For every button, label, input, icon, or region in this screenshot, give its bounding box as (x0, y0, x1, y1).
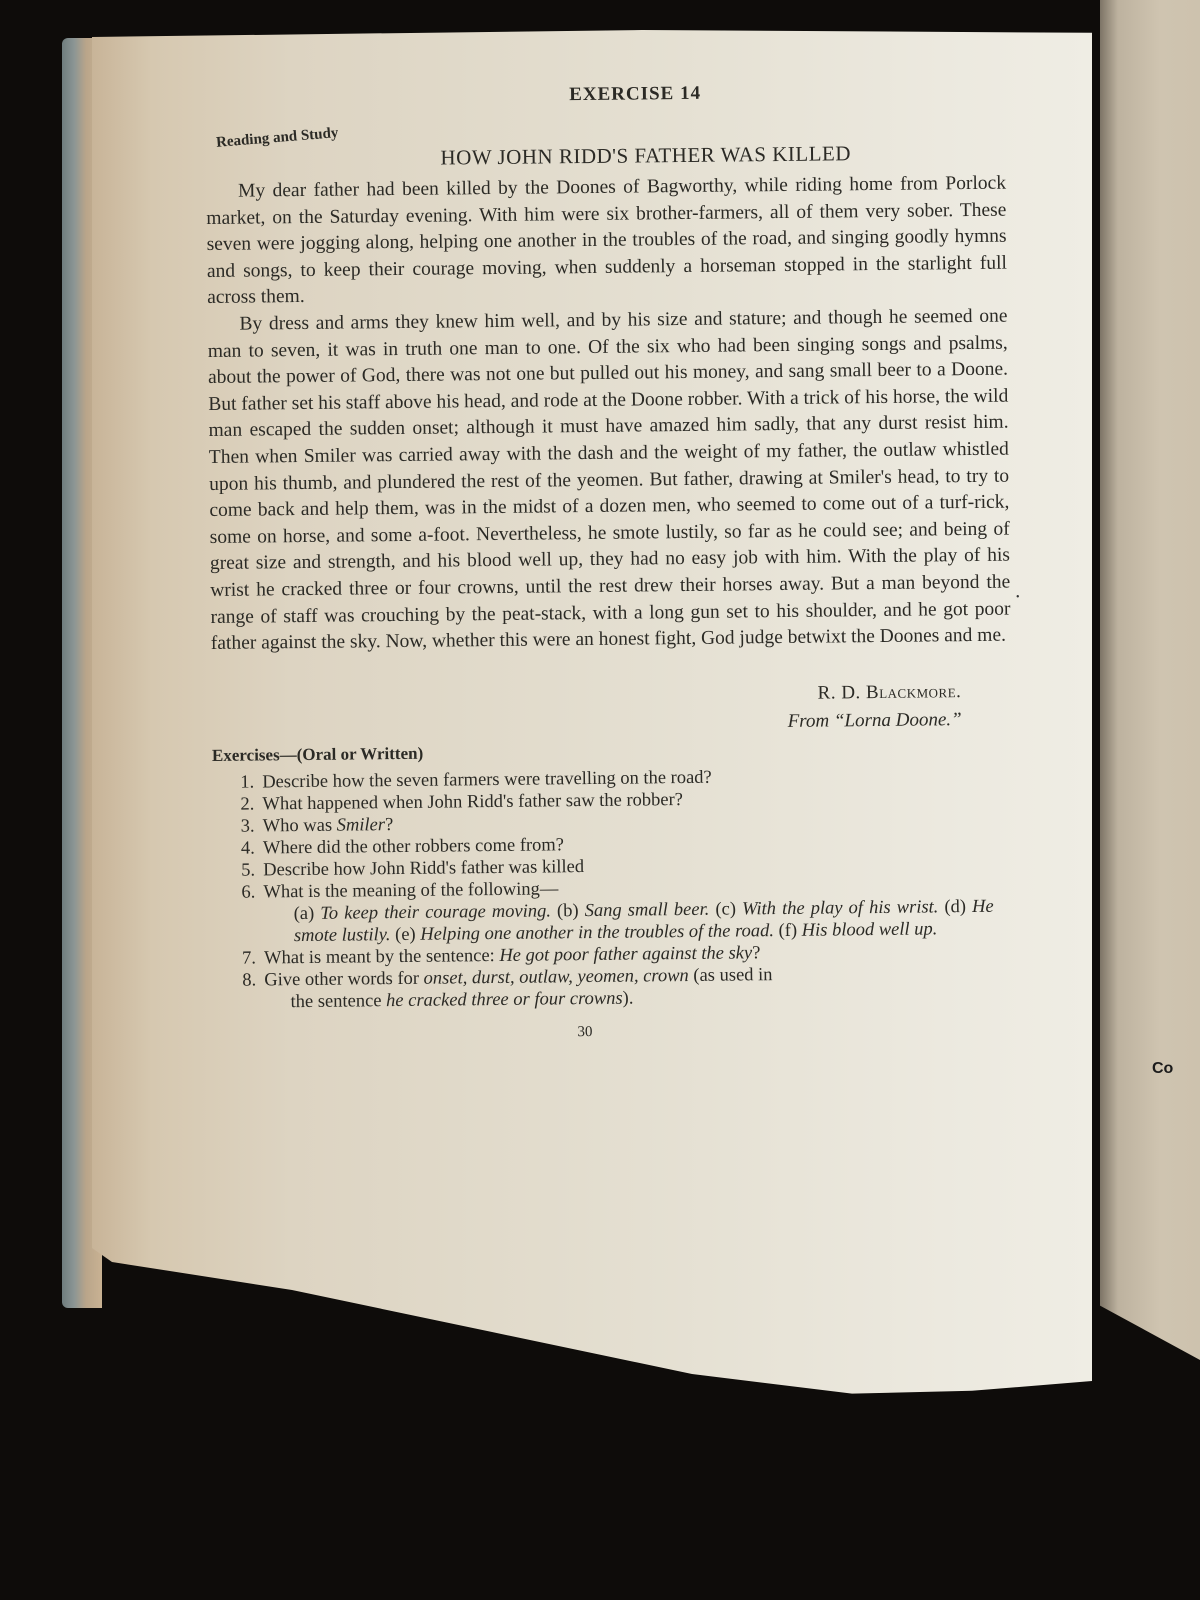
passage-paragraph: My dear father had been killed by the Doones of Bagworthy, while riding home from Porlock market, on the Saturday evening. With him were six brother-farmers, all of them very sober. These seven were jogging along, helping one another in the troubles of the road, and singing goodly hymns and songs, to keep their courage moving, when suddenly a horseman stopped in the starlight full across them. (206, 172, 1007, 309)
item-text: ? (384, 814, 394, 835)
exercises-heading: Exercises—(Oral or Written) (211, 743, 424, 765)
passage-paragraph: By dress and arms they knew him well, and by his size and stature; and though he seemed one man to seven, it was in truth one man to one. Of the six who had been singing songs and psalms, about the power of God, there was not one but pulled out his money, and sang small beer to a Doone. But father set his staff above his head, and rode at the Doone robber. With a trick of his horse, the wild man escaped the sudden onset; although it must have amazed him sadly, that any durst resist him. Then when Smiler was carried away with the dash and the weight of my father, the outlaw whistled upon his thumb, and plundered the rest of the yeomen. But father, drawing at Smiler's head, to try to come back and help them, was in the midst of a dozen men, who seemed to come out of a turf-rick, some on horse, and some a-foot. Nevertheless, he smote lustily, so far as he could see; and being of great size and strength, and his blood well up, they had no easy job with him. With the play of his wrist he cracked three or four crowns, until the rest drew their horses away. But a man beyond the range of staff was crouching by the peat-stack, with a long gun set to his shoulder, and he got poor father against the sky. Now, whether this were an honest fight, God judge betwixt the Doones and me. (207, 305, 1011, 655)
section-label: Reading and Study (215, 125, 339, 151)
exercise-list (212, 763, 1014, 1013)
item-italic: he cracked three or four crowns (386, 988, 623, 1011)
item-text: Give other words for (264, 968, 424, 991)
item-text: ). (622, 988, 634, 1009)
sub-text: Helping one another in the troubles of the road. (420, 920, 775, 945)
item-number: 2. (240, 794, 255, 815)
sub-text: With the play of his wrist. (741, 897, 939, 920)
sub-text: He smote lustily. (293, 896, 994, 946)
item-number: 5. (241, 860, 256, 881)
item-text: ? (752, 942, 761, 964)
item-text: What is the meaning of the following— (263, 879, 559, 903)
sub-text: His blood well up. (801, 919, 938, 941)
item-text: Describe how the seven farmers were travelling on the road? (262, 767, 712, 793)
sub-text: Sang small beer. (584, 899, 710, 921)
item-text: What is meant by the sentence: (264, 945, 500, 969)
sub-label: (a) (293, 903, 315, 924)
item-italic: Smiler (336, 814, 386, 836)
item-number: 4. (240, 838, 255, 859)
sub-label: (b) (556, 900, 579, 922)
item-text: Describe how John Ridd's father was killed (263, 856, 585, 881)
exercise-item (242, 961, 1014, 1013)
item-number: 1. (240, 772, 255, 793)
facing-page-text-fragment: Co (1152, 1060, 1174, 1077)
author: R. D. Blackmore. (817, 680, 962, 704)
passage (206, 171, 1011, 658)
item-text: Where did the other robbers come from? (262, 834, 565, 859)
item-number: 3. (240, 816, 255, 837)
attribution (211, 678, 962, 742)
item-text: (as used in (688, 964, 773, 986)
item-number: 6. (241, 882, 256, 903)
page-number: 30 (577, 1023, 593, 1040)
sub-items (242, 895, 994, 947)
story-title: HOW JOHN RIDD'S FATHER WAS KILLED (440, 141, 852, 170)
item-text: the sentence (290, 990, 387, 1012)
exercise-title: EXERCISE 14 (569, 82, 702, 106)
page-content (205, 80, 1015, 1045)
item-italic: He got poor father against the sky (499, 943, 753, 966)
item-text: What happened when John Ridd's father saw the robber? (262, 789, 684, 815)
item-italic: onset, durst, outlaw, yeomen, crown (423, 965, 689, 989)
source: From “Lorna Doone.” (787, 708, 962, 732)
item-number: 8. (242, 970, 257, 991)
stray-mark: • (1016, 592, 1020, 603)
exercise-item (241, 873, 1014, 947)
sub-text: To keep their courage moving. (320, 901, 552, 924)
sub-label: (d) (944, 896, 967, 917)
facing-page (1100, 0, 1200, 1360)
sub-label: (e) (395, 924, 416, 945)
item-number: 7. (242, 948, 257, 969)
sub-label: (c) (715, 899, 737, 920)
item-text: Who was (262, 815, 337, 837)
sub-label: (f) (778, 920, 798, 941)
